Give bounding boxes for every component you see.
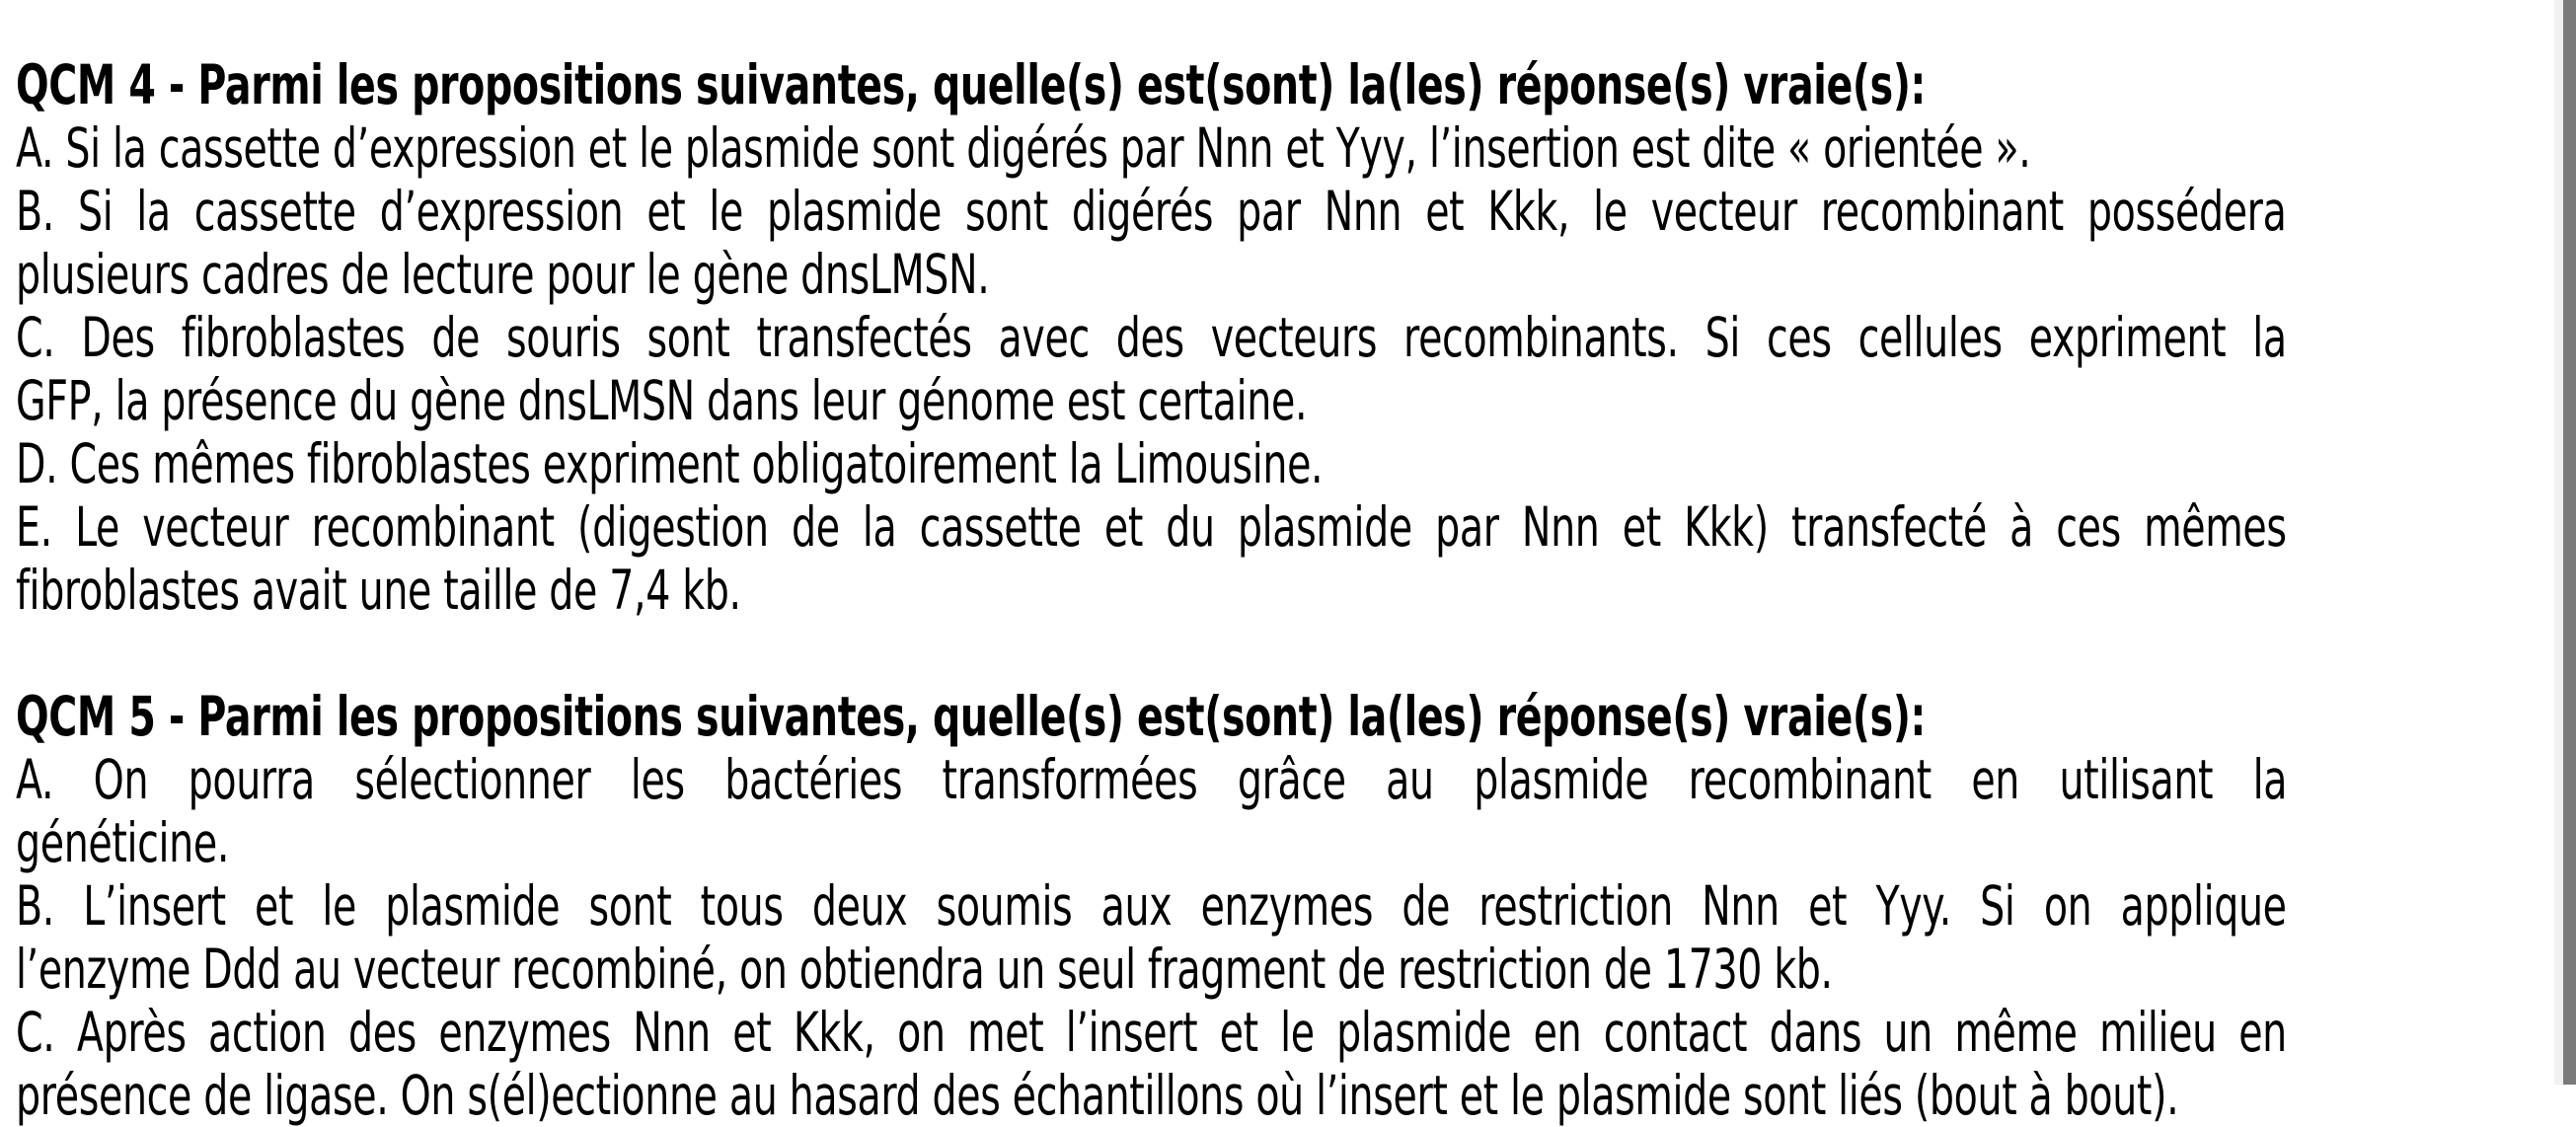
- qcm4-option-c-line2: [16, 369, 2287, 432]
- qcm4-option-a-text: A. Si la cassette d’expression et le plasmide sont digérés par Nnn et Yyy, l’insertion est dite « orientée ».: [16, 116, 2031, 180]
- qcm4-title: [16, 53, 2287, 116]
- qcm4-option-e-line1-text: E. Le vecteur recombinant (digestion de la cassette et du plasmide par Nnn et Kkk) transfecté à ces mêmes: [16, 495, 2287, 559]
- qcm5-option-c-line1-text: C. Après action des enzymes Nnn et Kkk, on met l’insert et le plasmide en contact dans un même milieu en: [16, 1001, 2287, 1064]
- qcm4-option-b-line1-text: B. Si la cassette d’expression et le plasmide sont digérés par Nnn et Kkk, le vecteur recombinant possédera: [16, 180, 2287, 243]
- qcm4-option-c-line1: [16, 306, 2287, 369]
- qcm5-option-c-line1: [16, 1001, 2287, 1064]
- qcm5-option-a-line2: [16, 811, 2287, 874]
- qcm-text-block: [16, 0, 2287, 1127]
- qcm5-option-a-line1-text: A. On pourra sélectionner les bactéries transformées grâce au plasmide recombinant en utilisant la: [16, 748, 2288, 811]
- qcm4-option-d: [16, 432, 2287, 495]
- qcm5-option-b-line2: [16, 938, 2287, 1001]
- qcm4-option-c-line2-text: GFP, la présence du gène dnsLMSN dans leur génome est certaine.: [16, 369, 1308, 432]
- blank-line: [16, 622, 2287, 685]
- qcm5-option-a-line2-text: généticine.: [16, 811, 230, 874]
- qcm4-option-e-line1: [16, 495, 2287, 559]
- qcm4-option-b-line2: [16, 243, 2287, 306]
- qcm5-title: [16, 685, 2287, 748]
- qcm4-option-a: [16, 116, 2287, 180]
- scrollbar-track[interactable]: [2563, 0, 2576, 1085]
- blank-line-space: [16, 622, 28, 685]
- qcm5-option-c-line2-clipped-text: présence de ligase. On s(él)ectionne au hasard des échantillons où l’insert et le plasmide sont liés (bout à bout).: [16, 1064, 2179, 1127]
- qcm5-option-c-line2-clipped: [16, 1064, 2287, 1127]
- qcm4-option-d-text: D. Ces mêmes fibroblastes expriment obligatoirement la Limousine.: [16, 432, 1324, 495]
- qcm4-option-e-line2-text: fibroblastes avait une taille de 7,4 kb.: [16, 559, 741, 622]
- qcm5-option-b-line1: [16, 874, 2287, 938]
- qcm4-title-text: QCM 4 - Parmi les propositions suivantes, quelle(s) est(sont) la(les) réponse(s) vraie(s):: [16, 53, 1926, 116]
- qcm4-option-b-line1: [16, 180, 2287, 243]
- qcm4-option-e-line2: [16, 559, 2287, 622]
- qcm5-option-b-line1-text: B. L’insert et le plasmide sont tous deux soumis aux enzymes de restriction Nnn et Yyy. Si on applique: [16, 874, 2287, 938]
- page-edge-gap: [2554, 0, 2563, 1085]
- qcm5-option-b-line2-text: l’enzyme Ddd au vecteur recombiné, on obtiendra un seul fragment de restriction de 1730 kb.: [16, 938, 1833, 1001]
- qcm5-option-a-line1: [16, 748, 2287, 811]
- qcm5-title-text: QCM 5 - Parmi les propositions suivantes, quelle(s) est(sont) la(les) réponse(s) vraie(s):: [16, 685, 1926, 748]
- qcm4-option-b-line2-text: plusieurs cadres de lecture pour le gène dnsLMSN.: [16, 243, 990, 306]
- qcm4-option-c-line1-text: C. Des fibroblastes de souris sont transfectés avec des vecteurs recombinants. Si ces cellules expriment la: [16, 306, 2287, 369]
